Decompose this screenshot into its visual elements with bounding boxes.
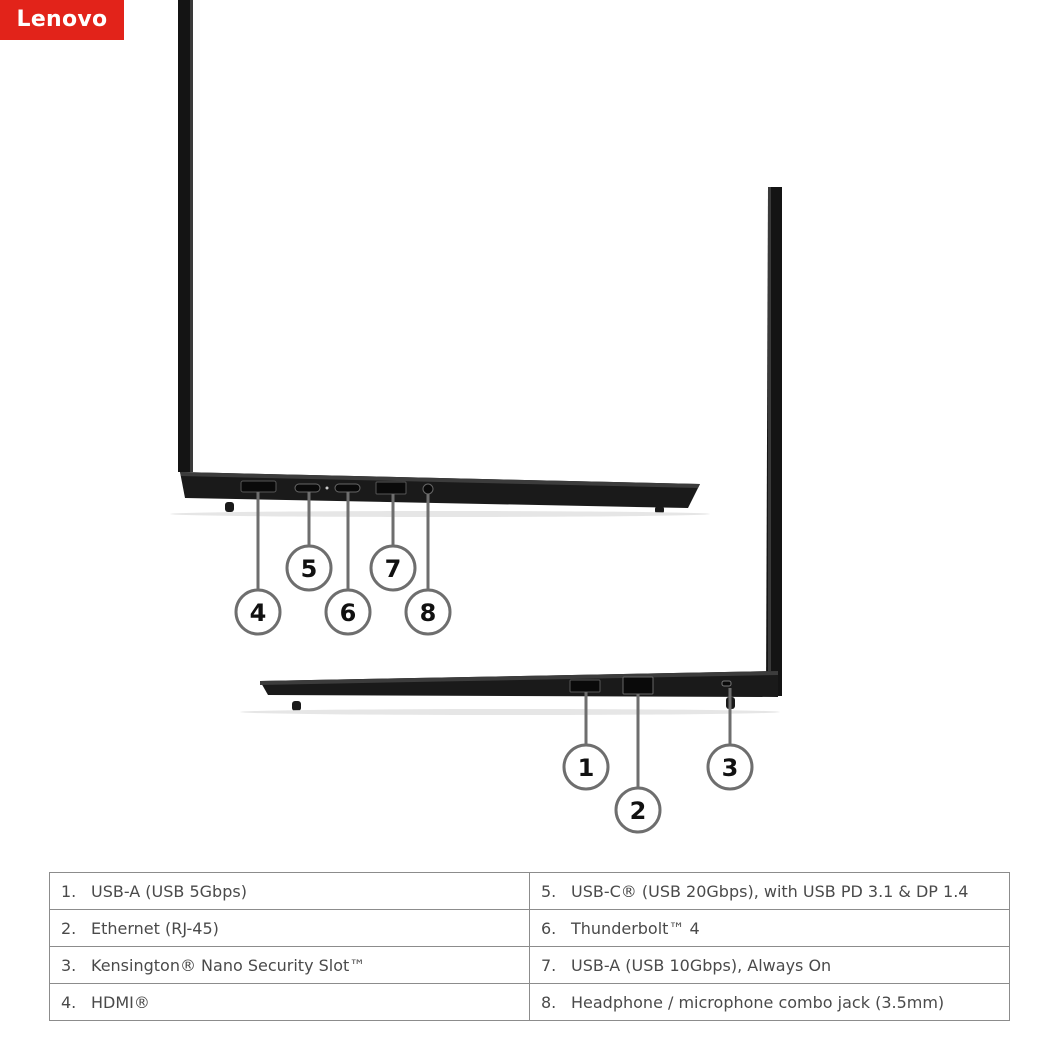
legend-text: HDMI® xyxy=(91,992,150,1012)
callout-number-8: 8 xyxy=(419,599,437,627)
callout-number-7: 7 xyxy=(384,555,402,583)
usb-a-port xyxy=(570,680,600,692)
lenovo-logo: Lenovo xyxy=(0,0,124,40)
kensington-slot xyxy=(722,681,731,686)
legend-index: 6. xyxy=(541,918,557,938)
legend-index: 5. xyxy=(541,881,557,901)
laptop-right-side-view xyxy=(240,187,782,715)
callout-number-6: 6 xyxy=(339,599,357,627)
legend-cell xyxy=(50,947,530,984)
usb-a-always-on-port xyxy=(376,482,406,494)
callout-number-5: 5 xyxy=(300,555,318,583)
laptop-left-side-view xyxy=(170,0,710,517)
legend-index: 8. xyxy=(541,992,557,1012)
legend-text: USB-A (USB 5Gbps) xyxy=(91,881,247,901)
legend-index: 1. xyxy=(61,881,77,901)
legend-text: Headphone / microphone combo jack (3.5mm) xyxy=(571,992,945,1012)
legend-index: 7. xyxy=(541,955,557,975)
legend-text: USB-A (USB 10Gbps), Always On xyxy=(571,955,832,975)
usb-c-port xyxy=(295,484,320,492)
legend-row xyxy=(50,910,1010,947)
audio-jack xyxy=(423,484,433,494)
ports-legend-table xyxy=(49,872,1010,1021)
legend-row xyxy=(50,947,1010,984)
callout-number-4: 4 xyxy=(249,599,267,627)
thunderbolt-port xyxy=(335,484,360,492)
legend-text: Ethernet (RJ-45) xyxy=(91,918,219,938)
legend-cell xyxy=(530,947,1010,984)
callout-number-3: 3 xyxy=(721,754,739,782)
legend-text: Thunderbolt™ 4 xyxy=(571,918,700,938)
legend-cell xyxy=(530,910,1010,947)
ethernet-port xyxy=(623,677,653,694)
legend-index: 4. xyxy=(61,992,77,1012)
legend-cell xyxy=(50,984,530,1021)
legend-row xyxy=(50,873,1010,910)
legend-cell xyxy=(50,873,530,910)
callout-number-2: 2 xyxy=(629,797,647,825)
legend-cell xyxy=(530,984,1010,1021)
callout-number-1: 1 xyxy=(577,754,595,782)
legend-text: Kensington® Nano Security Slot™ xyxy=(91,955,366,975)
legend-index: 2. xyxy=(61,918,77,938)
hdmi-port xyxy=(241,481,276,492)
legend-row xyxy=(50,984,1010,1021)
legend-text: USB-C® (USB 20Gbps), with USB PD 3.1 & DP 1.4 xyxy=(571,881,969,901)
legend-cell xyxy=(50,910,530,947)
legend-cell xyxy=(530,873,1010,910)
legend-index: 3. xyxy=(61,955,77,975)
